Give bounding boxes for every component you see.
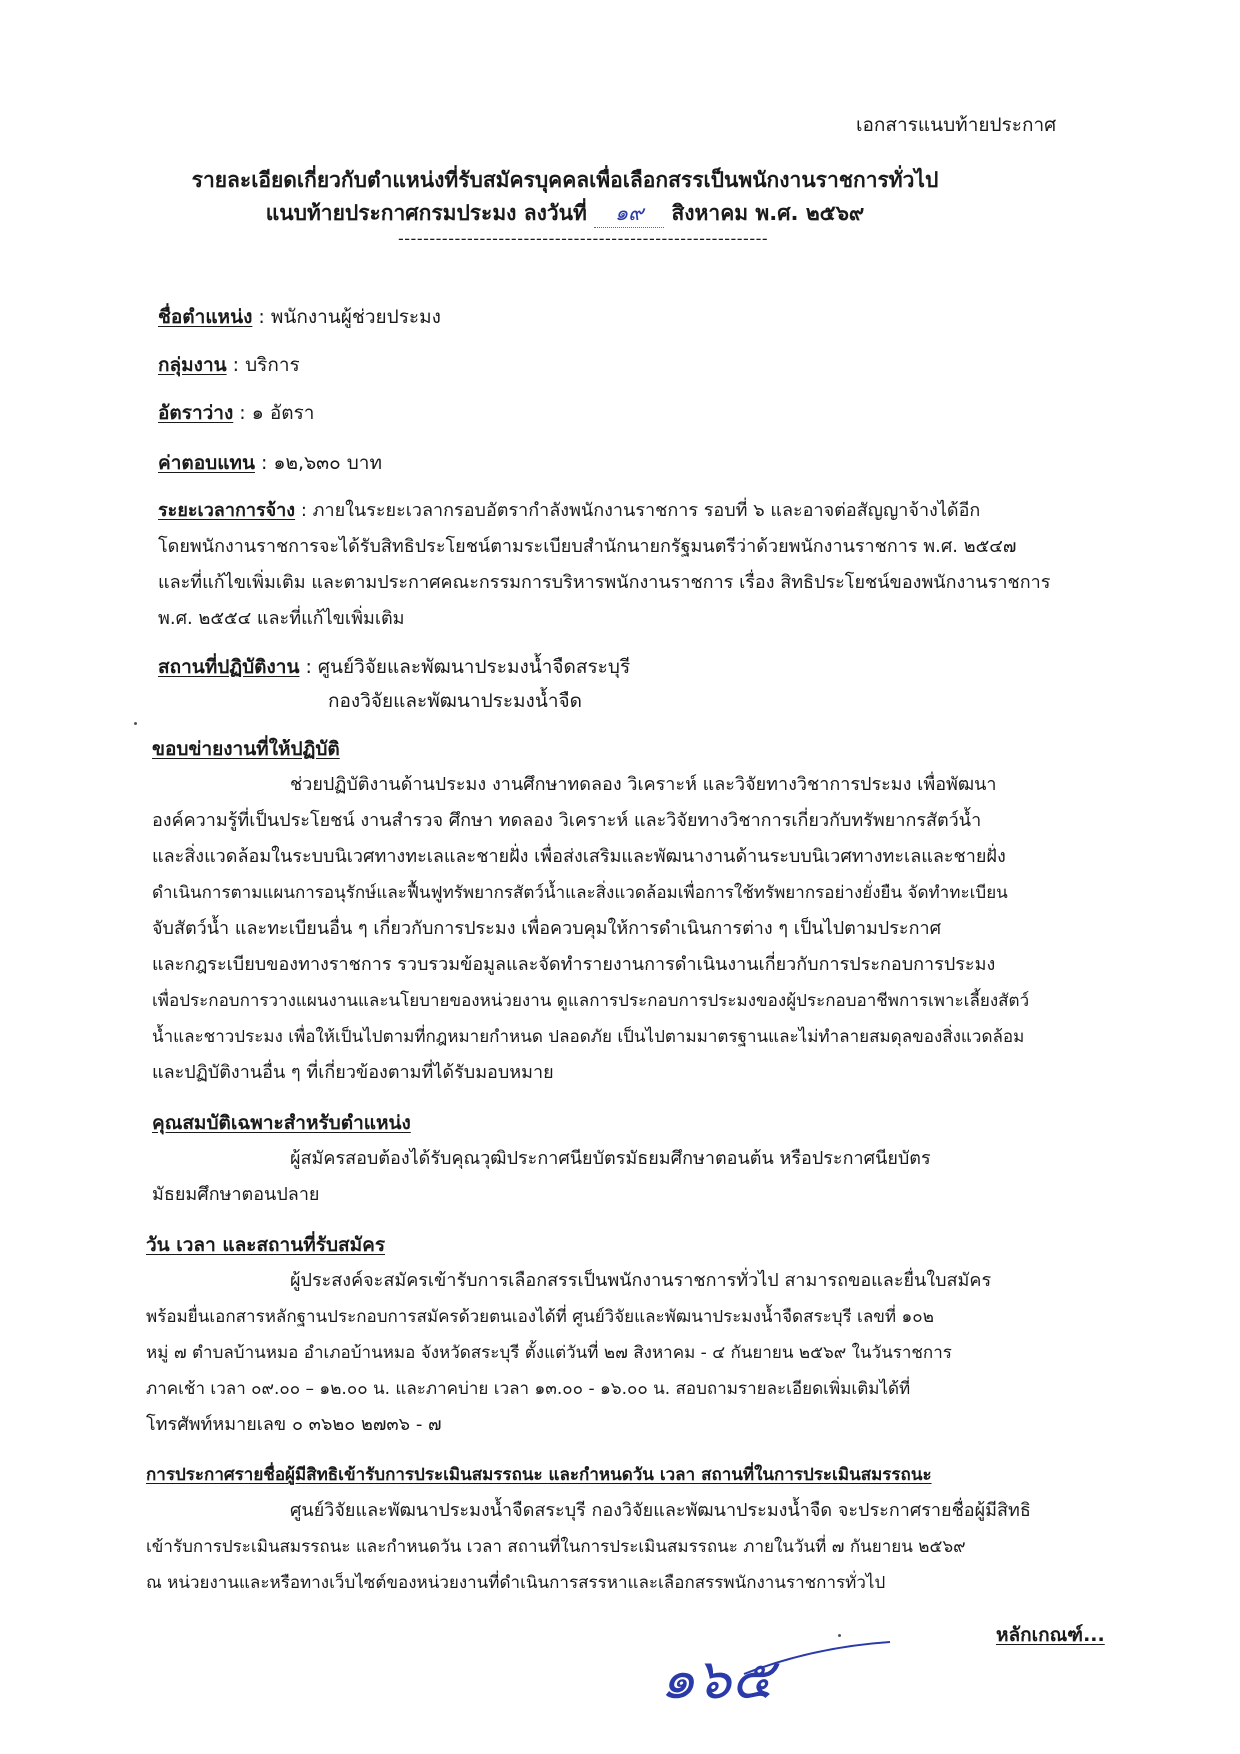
application-line: ภาคเช้า เวลา ๐๙.๐๐ – ๑๒.๐๐ น. และภาคบ่าย เวลา ๑๓.๐๐ - ๑๖.๐๐ น. สอบถามรายละเอียดเพิ่มเติมได้ที่ — [146, 1379, 911, 1399]
vacancy-label: อัตราว่าง — [158, 402, 234, 424]
salary-label: ค่าตอบแทน — [158, 452, 255, 474]
stray-dot — [134, 722, 137, 725]
handwritten-page-number: ๑๖๕ — [660, 1647, 774, 1712]
qualification-line: มัธยมศึกษาตอนปลาย — [152, 1184, 320, 1205]
position-row — [158, 304, 441, 330]
scope-line: และกฎระเบียบของทางราชการ รวบรวมข้อมูลและจัดทำรายงานการดำเนินงานเกี่ยวกับการประกอบการประมง — [152, 954, 996, 975]
stray-dot — [838, 1634, 841, 1637]
employment-period-row — [158, 498, 1110, 524]
attachment-label: เอกสารแนบท้ายประกาศ — [856, 114, 1057, 136]
position-label: ชื่อตำแหน่ง — [158, 306, 253, 328]
salary-value: : ๑๒,๖๓๐ บาท — [261, 452, 383, 474]
employment-period-line1: : ภายในระยะเวลากรอบอัตรากำลังพนักงานราชการ รอบที่ ๖ และอาจต่อสัญญาจ้างได้อีก — [300, 500, 981, 521]
employment-period-line3: และที่แก้ไขเพิ่มเติม และตามประกาศคณะกรรมการบริหารพนักงานราชการ เรื่อง สิทธิประโยชน์ของพนักงานราชการ — [158, 572, 1051, 593]
salary-row — [158, 450, 382, 476]
application-line: โทรศัพท์หมายเลข ๐ ๓๖๒๐ ๒๗๓๖ - ๗ — [146, 1414, 442, 1435]
announcement-heading: การประกาศรายชื่อผู้มีสิทธิเข้ารับการประเมินสมรรถนะ และกำหนดวัน เวลา สถานที่ในการประเมินสมรรถนะ — [146, 1465, 932, 1485]
announcement-line: ศูนย์วิจัยและพัฒนาประมงน้ำจืดสระบุรี กองวิจัยและพัฒนาประมงน้ำจืด จะประกาศรายชื่อผู้มีสิทธิ — [290, 1500, 1031, 1521]
workplace-label: สถานที่ปฏิบัติงาน — [158, 656, 300, 678]
announcement-line: เข้ารับการประเมินสมรรถนะ และกำหนดวัน เวลา สถานที่ในการประเมินสมรรถนะ ภายในวันที่ ๗ กันยายน ๒๕๖๙ — [146, 1537, 966, 1557]
application-line: พร้อมยื่นเอกสารหลักฐานประกอบการสมัครด้วยตนเองได้ที่ ศูนย์วิจัยและพัฒนาประมงน้ำจืดสระบุรี เลขที่ ๑๐๒ — [146, 1307, 934, 1327]
handwriting-stroke — [740, 1640, 900, 1680]
scope-line: องค์ความรู้ที่เป็นประโยชน์ งานสำรวจ ศึกษา ทดลอง วิเคราะห์ และวิจัยทางวิชาการเกี่ยวกับทรัพยากรสัตว์น้ำ — [152, 810, 982, 831]
application-line: ผู้ประสงค์จะสมัครเข้ารับการเลือกสรรเป็นพนักงานราชการทั่วไป สามารถขอและยื่นใบสมัคร — [290, 1270, 992, 1291]
scope-line: และสิ่งแวดล้อมในระบบนิเวศทางทะเลและชายฝั่ง เพื่อส่งเสริมและพัฒนางานด้านระบบนิเวศทางทะเลและชายฝั่ง — [152, 846, 1006, 867]
group-label: กลุ่มงาน — [158, 354, 227, 376]
qualification-line: ผู้สมัครสอบต้องได้รับคุณวุฒิประกาศนียบัตรมัธยมศึกษาตอนต้น หรือประกาศนียบัตร — [290, 1148, 931, 1169]
vacancy-value: : ๑ อัตรา — [239, 402, 315, 424]
document-title: รายละเอียดเกี่ยวกับตำแหน่งที่รับสมัครบุคคลเพื่อเลือกสรรเป็นพนักงานราชการทั่วไป — [191, 168, 939, 192]
scope-line: และปฏิบัติงานอื่น ๆ ที่เกี่ยวข้องตามที่ได้รับมอบหมาย — [152, 1062, 554, 1083]
employment-period-line4: พ.ศ. ๒๕๕๔ และที่แก้ไขเพิ่มเติม — [158, 608, 405, 629]
group-row — [158, 352, 300, 378]
workplace-line2: กองวิจัยและพัฒนาประมงน้ำจืด — [328, 690, 582, 712]
announcement-line: ณ หน่วยงานและหรือทางเว็บไซต์ของหน่วยงานที่ดำเนินการสรรหาและเลือกสรรพนักงานราชการทั่วไป — [146, 1573, 886, 1593]
workplace-row — [158, 654, 630, 680]
scope-line: ช่วยปฏิบัติงานด้านประมง งานศึกษาทดลอง วิเคราะห์ และวิจัยทางวิชาการประมง เพื่อพัฒนา — [290, 774, 997, 795]
qualification-heading: คุณสมบัติเฉพาะสำหรับตำแหน่ง — [152, 1112, 411, 1134]
document-subtitle — [0, 199, 1130, 228]
application-heading: วัน เวลา และสถานที่รับสมัคร — [146, 1234, 386, 1256]
scope-line: จับสัตว์น้ำ และทะเบียนอื่น ๆ เกี่ยวกับการประมง เพื่อควบคุมให้การดำเนินการต่าง ๆ เป็นไปตามประกาศ — [152, 918, 942, 939]
scope-line: เพื่อประกอบการวางแผนงานและนโยบายของหน่วยงาน ดูแลการประกอบการประมงของผู้ประกอบอาชีพการเพาะเลี้ยงสัตว์ — [152, 991, 1030, 1011]
scope-line: ดำเนินการตามแผนการอนุรักษ์และฟื้นฟูทรัพยากรสัตว์น้ำและสิ่งแวดล้อมเพื่อการใช้ทรัพยากรอย่างยั่งยืน จัดทำทะเบียน — [152, 883, 1008, 903]
group-value: : บริการ — [232, 354, 300, 376]
scope-heading: ขอบข่ายงานที่ให้ปฏิบัติ — [152, 738, 340, 760]
subtitle-prefix: แนบท้ายประกาศกรมประมง ลงวันที่ — [265, 201, 587, 225]
vacancy-row — [158, 400, 314, 426]
handwritten-day: ๑๙ — [594, 199, 664, 228]
continuation-marker: หลักเกณฑ์... — [996, 1624, 1105, 1646]
application-line: หมู่ ๗ ตำบลบ้านหมอ อำเภอบ้านหมอ จังหวัดสระบุรี ตั้งแต่วันที่ ๒๗ สิงหาคม - ๔ กันยายน ๒๕๖๙ ในวันราชการ — [146, 1343, 952, 1363]
separator-line: ----------------------------------------------------------- — [398, 229, 769, 248]
scope-line: น้ำและชาวประมง เพื่อให้เป็นไปตามที่กฎหมายกำหนด ปลอดภัย เป็นไปตามมาตรฐานและไม่ทำลายสมดุลของสิ่งแวดล้อม — [152, 1027, 1025, 1047]
employment-period-label: ระยะเวลาการจ้าง — [158, 500, 296, 521]
position-value: : พนักงานผู้ช่วยประมง — [258, 306, 441, 328]
subtitle-suffix: สิงหาคม พ.ศ. ๒๕๖๙ — [671, 201, 865, 225]
workplace-line1: : ศูนย์วิจัยและพัฒนาประมงน้ำจืดสระบุรี — [305, 656, 631, 678]
employment-period-line2: โดยพนักงานราชการจะได้รับสิทธิประโยชน์ตามระเบียบสำนักนายกรัฐมนตรีว่าด้วยพนักงานราชการ พ.ศ. ๒๕๔๗ — [158, 536, 1017, 557]
